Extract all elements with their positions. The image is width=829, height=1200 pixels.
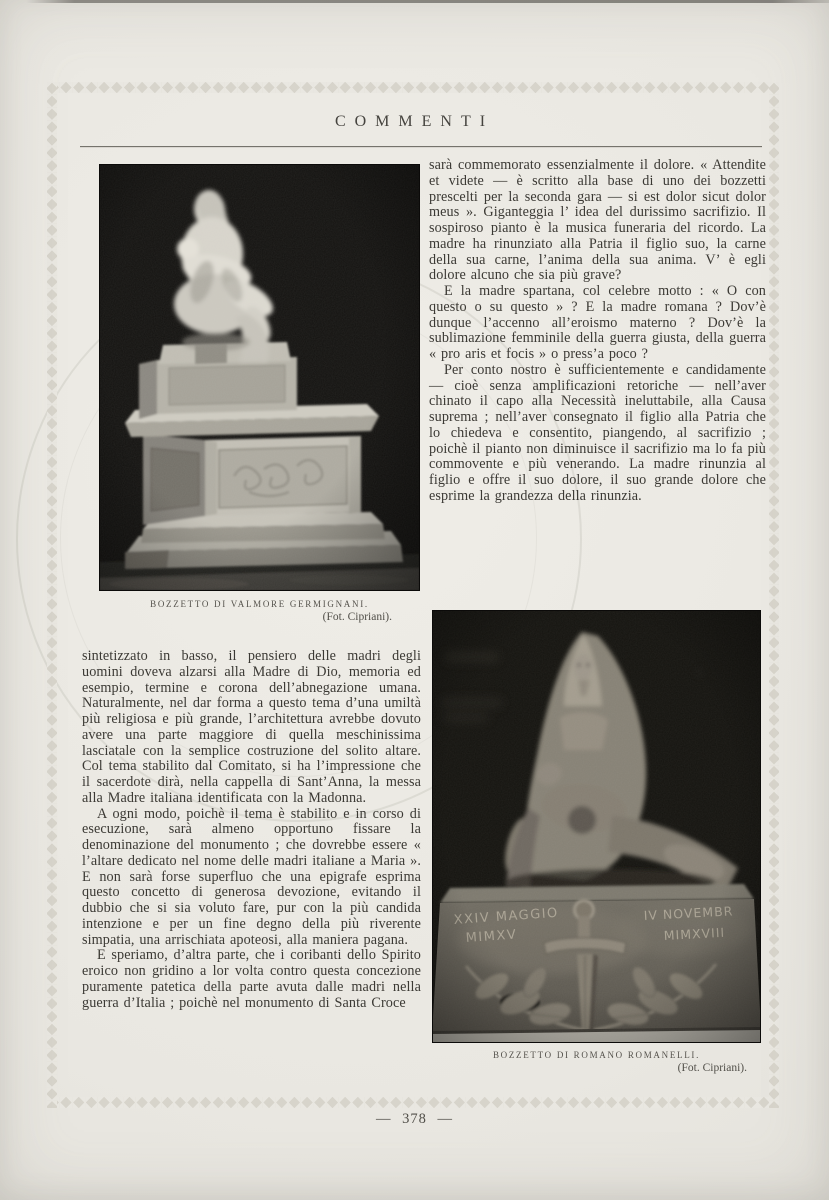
page-number: — 378 — [376,1111,453,1127]
page-title: COMMENTI [334,113,495,130]
photo-romano-romanelli [432,610,761,1043]
caption-text: BOZZETTO DI ROMANO ROMANELLI. [492,1050,701,1060]
caption-text: BOZZETTO DI VALMORE GERMIGNANI. [150,599,369,609]
pieta-altar-photo [99,164,420,591]
header-rule [80,146,762,147]
photo-vignette [432,610,761,1043]
photo-credit: (Fot. Cipriani). [322,611,392,623]
paragraph: sarà commemorato essenzialmente il dolore. « Attendite et videte — è scritto alla base di uno dei bozzetti prescelti per la seconda gara — si est dolor sicut dolor meus ». Giganteggia l’ idea del durissimo sacrifizio. Il sospiroso pianto è la musica funeraria del ricordo. La madre ha rinunziato alla Patria il figlio suo, la carne della sua carne, l’anima della sua anima. V’ è egli dolore alcuno che sia più grave? [429,157,766,284]
diamond-border-right [769,82,779,1108]
diamond-border-top [47,82,779,93]
column-left [82,649,421,1011]
paragraph: E la madre spartana, col celebre motto : « O con questo o su questo » ? E la madre romana ? Dov’è dunque l’accenno all’eroismo materno ? Dov’è la sublimazione femminile della guerra giusta, della guerra « pro aris et focis » o press’a poco ? [429,283,766,362]
pieta-bronze-photo [432,610,761,1043]
paragraph: sintetizzato in basso, il pensiero delle madri degli uomini doveva alzarsi alla Madre di Dio, memoria ed esempio, termine e corona dell’abnegazione umana. Naturalmente, nel dar forma a questo tema d’una umiltà più religiosa e più grande, l’architettura avrebbe dovuto avere una parte maggiore di quella meschinissima lasciatale con la semplice costruzione del solito altare. Col tema stabilito dal Comitato, si ha l’impressione che il sacerdote dirà, nella cappella di Sant’Anna, la messa alla Madre italiana identificata con la Madonna. [82,648,421,806]
figure-caption [432,1050,761,1074]
scan-edge-artifact [26,0,829,3]
diamond-border-left [47,82,57,1108]
paragraph: Per conto nostro è sufficientemente e candidamente — cioè senza amplificazioni retoriche — nell’aver chinato il capo alla Necessità ineluttabile, alla Causa suprema ; nell’aver consegnato il figlio alla Patria che lo chiedeva e consentito, piangendo, al sacrifizio ; poichè il pianto non diminuisce il sacrifizio ma lo fa più commovente e più venerando. La madre rinunzia al figlio e offre il suo dolore, il suo grande dolore che esprime la grandezza della rinunzia. [429,361,766,504]
paragraph: E speriamo, d’altra parte, che i coribanti dello Spirito eroico non gridino a lor volta contro questa concezione puramente patetica della parte avuta dalle madri nella guerra d’Italia ; poichè nel monumento di Santa Croce [82,947,421,1011]
photo-valmore-germignani [99,164,420,591]
figure-caption [99,599,420,623]
column-right [429,158,766,505]
paragraph: A ogni modo, poichè il tema è stabilito e in corso di esecuzione, sarà almeno opportuno fissare la denominazione del monumento ; che dovrebbe essere « l’altare dedicato nel nome delle madri italiane a Maria ». E non sarà forse superfluo che una epigrafe esprima questo concetto di generosa devozione, evitando il dubbio che si sia voluto fare, pur con la più candida intenzione e per un fine degno della più riverente simpatia, una arrischiata apoteosi, alla maniera pagana. [82,805,421,948]
diamond-border-bottom [47,1097,779,1108]
photo-vignette [99,164,420,591]
photo-credit: (Fot. Cipriani). [677,1062,747,1074]
